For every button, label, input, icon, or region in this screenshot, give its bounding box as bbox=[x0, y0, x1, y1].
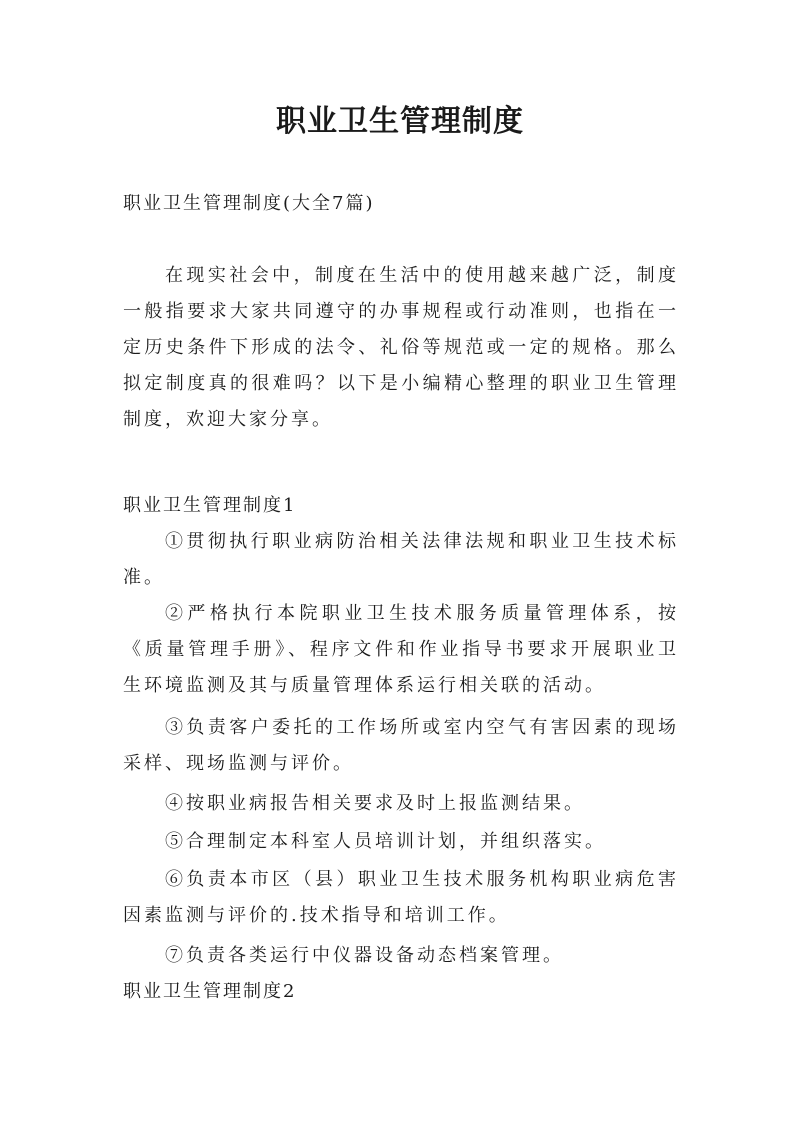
list-item: ⑦负责各类运行中仪器设备动态档案管理。 bbox=[165, 945, 564, 966]
list-item: ⑤合理制定本科室人员培训计划，并组织落实。 bbox=[165, 831, 606, 852]
list-item: ②严格执行本院职业卫生技术服务质量管理体系，按《质量管理手册》、程序文件和作业指导书要求开展职业卫生环境监测及其与质量管理体系运行相关联的活动。 bbox=[123, 603, 679, 696]
section-heading-1: 职业卫生管理制度1 bbox=[123, 495, 297, 516]
document-title: 职业卫生管理制度 bbox=[276, 104, 524, 139]
list-item: ⑥负责本市区（县）职业卫生技术服务机构职业病危害因素监测与评价的.技术指导和培训工作。 bbox=[123, 869, 679, 926]
section-heading-2: 职业卫生管理制度2 bbox=[123, 981, 297, 1002]
list-item: ④按职业病报告相关要求及时上报监测结果。 bbox=[165, 793, 585, 814]
list-item: ③负责客户委托的工作场所或室内空气有害因素的现场采样、现场监测与评价。 bbox=[123, 717, 679, 774]
document-subtitle: 职业卫生管理制度(大全7篇) bbox=[123, 193, 375, 214]
intro-paragraph: 在现实社会中，制度在生活中的使用越来越广泛，制度一般指要求大家共同遵守的办事规程或行动准则，也指在一定历史条件下形成的法令、礼俗等规范或一定的规格。那么拟定制度真的很难吗？以下是小编精心整理的职业卫生管理制度，欢迎大家分享。 bbox=[123, 265, 679, 430]
list-item: ①贯彻执行职业病防治相关法律法规和职业卫生技术标准。 bbox=[123, 531, 679, 588]
